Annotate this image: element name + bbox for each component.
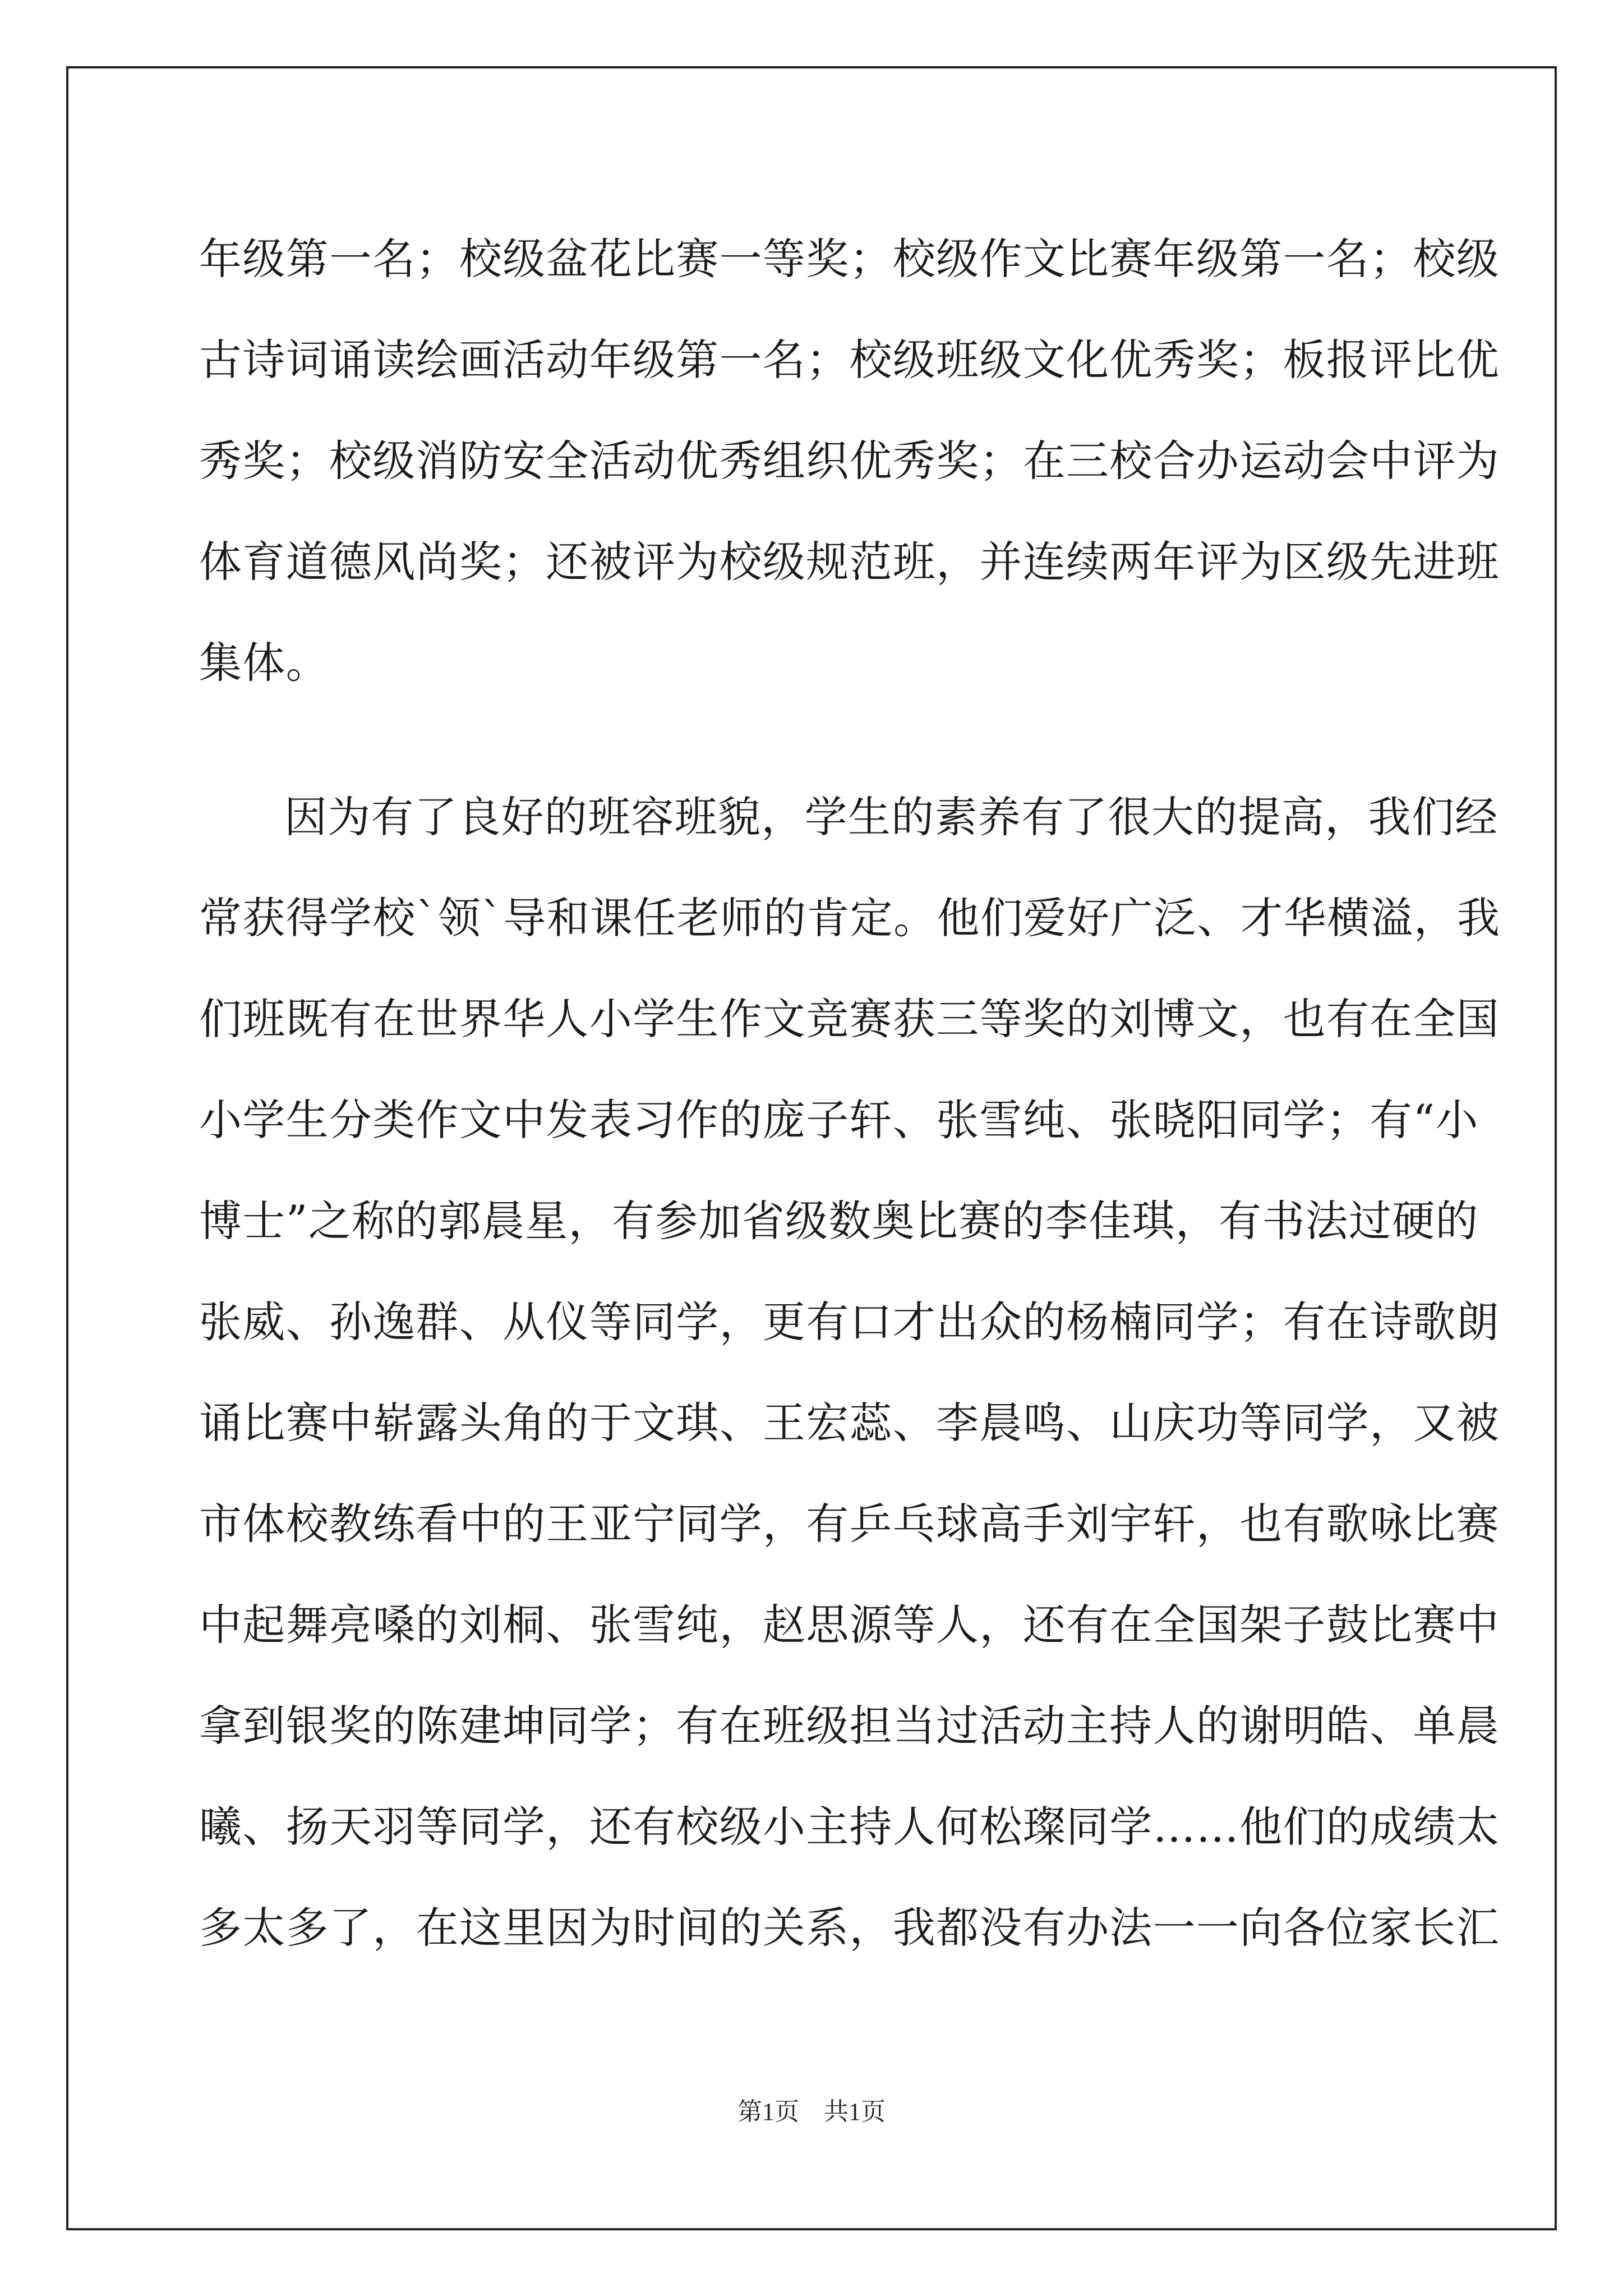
text-line: 秀奖；校级消防安全活动优秀组织优秀奖；在三校合办运动会中评为: [199, 436, 1500, 486]
text-line: 们班既有在世界华人小学生作文竞赛获三等奖的刘博文，也有在全国: [199, 994, 1500, 1044]
document-body: [199, 209, 1501, 1978]
text-line: 小学生分类作文中发表习作的庞子轩、张雪纯、张晓阳同学；有“小: [199, 1095, 1479, 1145]
text-line: 集体。: [199, 638, 329, 688]
text-line: 博士”之称的郭晨星，有参加省级数奥比赛的李佳琪，有书法过硬的: [199, 1196, 1479, 1246]
text-line: 多太多了，在这里因为时间的关系，我都没有办法一一向各位家长汇: [199, 1903, 1500, 1953]
page-number: 第1页 共1页: [737, 2098, 886, 2125]
text-line: 常获得学校`领`导和课任老师的肯定。他们爱好广泛、才华横溢，我: [199, 893, 1501, 943]
text-line: 市体校教练看中的王亚宁同学，有乒乓球高手刘宇轩，也有歌咏比赛: [199, 1499, 1500, 1549]
paragraph-gap: [199, 714, 1433, 767]
text-line: 因为有了良好的班容班貌，学生的素养有了很大的提高，我们经: [284, 792, 1498, 842]
text-line: 中起舞亮嗓的刘桐、张雪纯，赵思源等人，还有在全国架子鼓比赛中: [199, 1600, 1500, 1650]
text-line: 拿到银奖的陈建坤同学；有在班级担当过活动主持人的谢明皓、单晨: [199, 1701, 1500, 1751]
text-line: 诵比赛中崭露头角的于文琪、王宏蕊、李晨鸣、山庆功等同学，又被: [199, 1398, 1500, 1448]
text-line: 古诗词诵读绘画活动年级第一名；校级班级文化优秀奖；板报评比优: [199, 335, 1500, 385]
text-line: 张威、孙逸群、从仪等同学，更有口才出众的杨楠同学；有在诗歌朗: [199, 1297, 1500, 1347]
text-line: 年级第一名；校级盆花比赛一等奖；校级作文比赛年级第一名；校级: [199, 234, 1500, 284]
text-line: 体育道德风尚奖；还被评为校级规范班，并连续两年评为区级先进班: [199, 537, 1500, 587]
text-line: 曦、扬天羽等同学，还有校级小主持人何松璨同学……他们的成绩太: [199, 1802, 1500, 1852]
